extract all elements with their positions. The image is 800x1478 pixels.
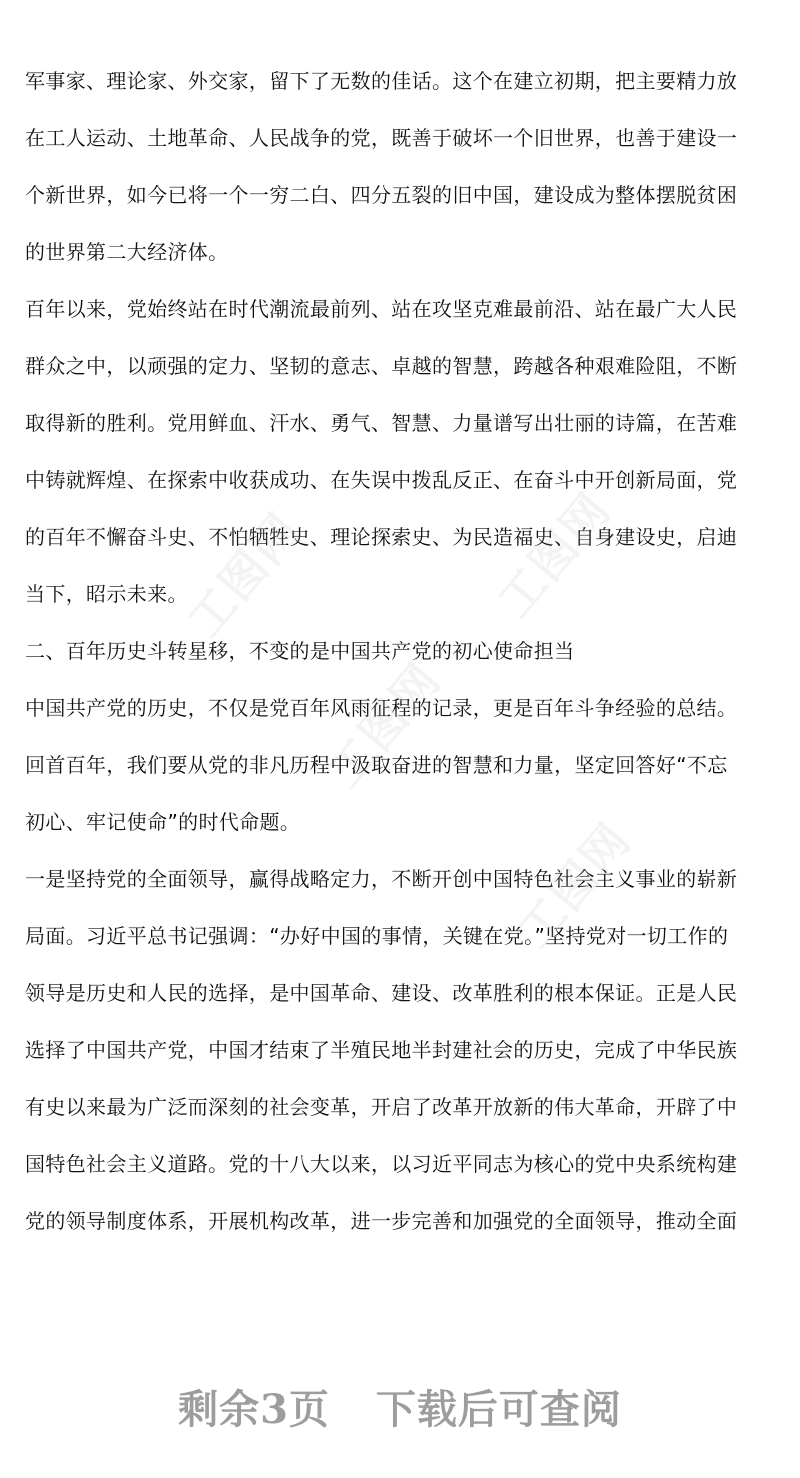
text-line: 初心、牢记使命”的时代命题。 (25, 810, 301, 834)
watermark-logo: 工图网 (177, 502, 312, 648)
text-line: 取得新的胜利。党用鲜血、汗水、勇气、智慧、力量谱写出壮丽的诗篇，在苦难 (25, 411, 738, 435)
section-heading: 二、百年历史斗转星移，不变的是中国共产党的初心使命担当 (25, 639, 575, 663)
text-line: 回首百年，我们要从党的非凡历程中汲取奋进的智慧和力量，坚定回答好“不忘 (25, 753, 728, 777)
cut-off-top-line (25, 0, 737, 3)
text-line: 百年以来，党始终站在时代潮流最前列、站在攻坚克难最前沿、站在最广大人民 (25, 297, 738, 321)
text-line: 领导是历史和人民的选择，是中国革命、建设、改革胜利的根本保证。正是人民 (25, 981, 738, 1005)
text-line: 有史以来最为广泛而深刻的社会变革，开启了改革开放新的伟大革命，开辟了中 (25, 1095, 738, 1119)
watermark-logo: 工图网 (507, 812, 642, 958)
remaining-pages-label[interactable]: 剩余3页 (178, 1385, 330, 1433)
watermark-logo: 工图网 (317, 652, 452, 798)
text-line: 中铸就辉煌、在探索中收获成功、在失误中拨乱反正、在奋斗中开创新局面，党 (25, 468, 738, 492)
download-to-view-label[interactable]: 下载后可查阅 (375, 1385, 622, 1433)
text-line: 中国共产党的历史，不仅是党百年风雨征程的记录，更是百年斗争经验的总结。 (25, 696, 738, 720)
text-line: 的百年不懈奋斗史、不怕牺牲史、理论探索史、为民造福史、自身建设史，启迪 (25, 525, 738, 549)
text-line: 个新世界，如今已将一个一穷二白、四分五裂的旧中国，建设成为整体摆脱贫困 (25, 183, 738, 207)
text-line: 一是坚持党的全面领导，赢得战略定力，不断开创中国特色社会主义事业的崭新 (25, 867, 738, 891)
text-line: 选择了中国共产党，中国才结束了半殖民地半封建社会的历史，完成了中华民族 (25, 1038, 738, 1062)
text-line: 国特色社会主义道路。党的十八大以来，以习近平同志为核心的党中央系统构建 (25, 1152, 738, 1176)
text-line: 当下，昭示未来。 (25, 582, 188, 606)
text-line: 的世界第二大经济体。 (25, 240, 229, 264)
text-line: 在工人运动、土地革命、人民战争的党，既善于破坏一个旧世界，也善于建设一 (25, 126, 738, 150)
text-line: 党的领导制度体系，开展机构改革，进一步完善和加强党的全面领导，推动全面 (25, 1209, 738, 1233)
document-body (25, 53, 777, 1307)
text-line: 军事家、理论家、外交家，留下了无数的佳话。这个在建立初期，把主要精力放 (25, 69, 738, 93)
watermark-logo: 工图网 (487, 482, 622, 628)
text-line: 局面。习近平总书记强调：“办好中国的事情，关键在党。”坚持党对一切工作的 (25, 924, 729, 948)
text-line: 群众之中，以顽强的定力、坚韧的意志、卓越的智慧，跨越各种艰难险阻，不断 (25, 354, 738, 378)
download-prompt-banner[interactable] (0, 1376, 800, 1436)
